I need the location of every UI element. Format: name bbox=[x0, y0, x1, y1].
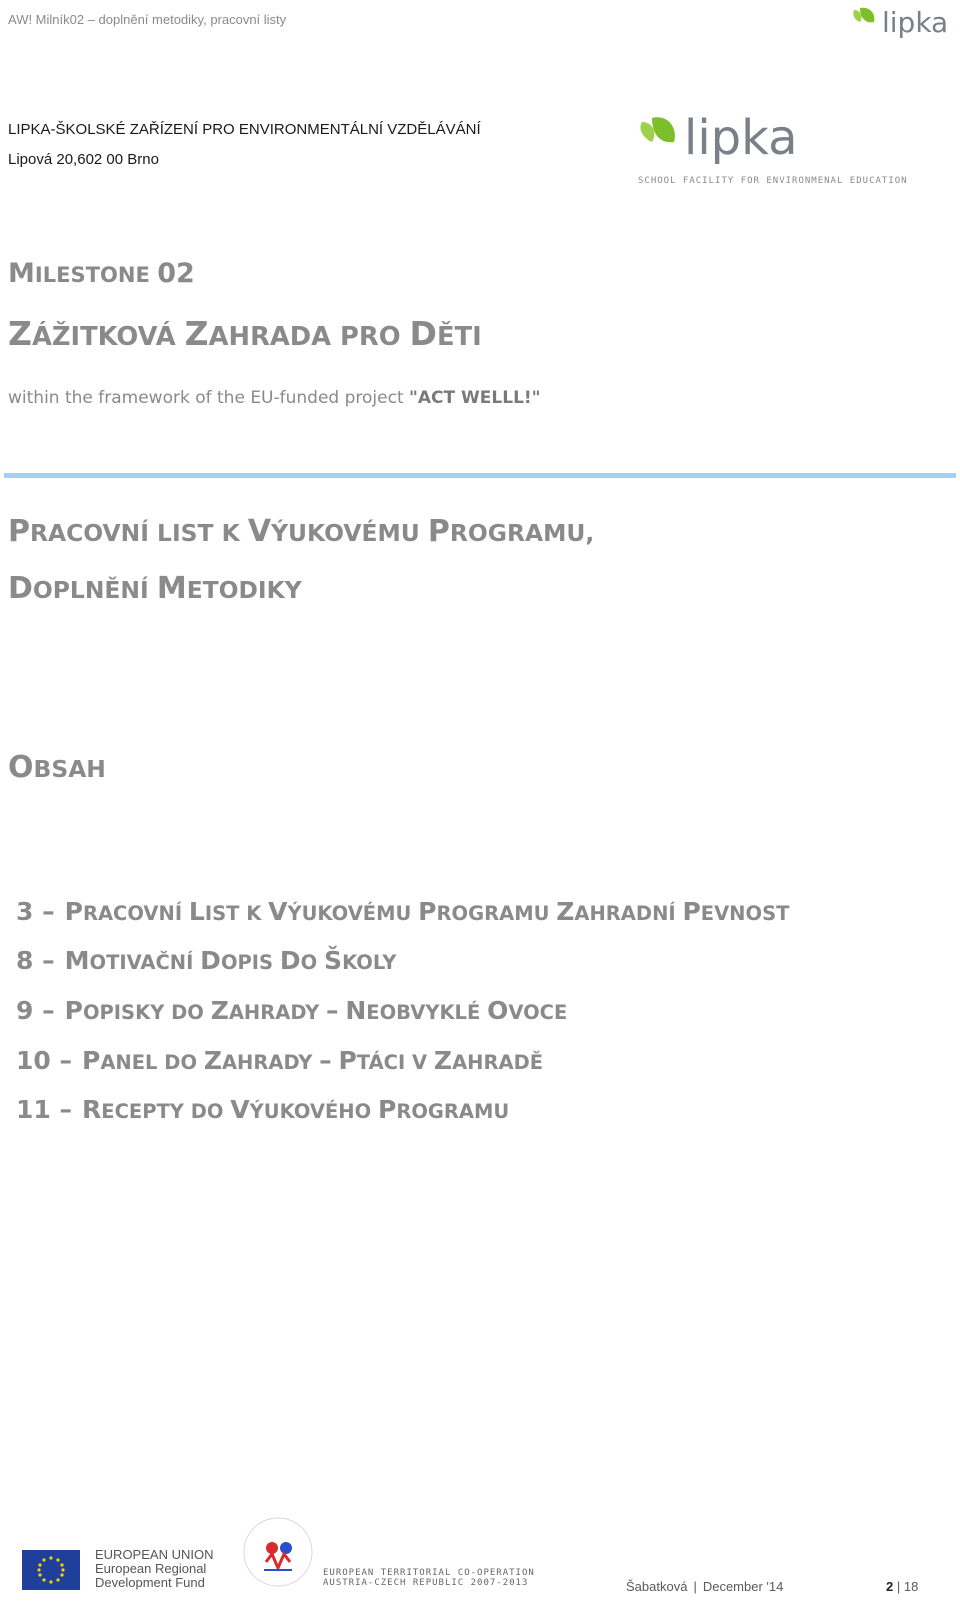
heading-smallcaps: ECEPTY DO bbox=[101, 1100, 231, 1123]
heading-capital: V bbox=[268, 897, 288, 926]
heading-capital: Z bbox=[556, 897, 575, 926]
heading-capital: Z bbox=[8, 314, 32, 353]
heading-smallcaps: ÝUKOVÉMU bbox=[271, 519, 428, 547]
heading-smallcaps: RACOVNÍ bbox=[82, 902, 189, 925]
heading-capital: R bbox=[82, 1095, 102, 1124]
cooperation-seal-logo bbox=[238, 1504, 318, 1596]
heading-capital: P bbox=[82, 1046, 101, 1075]
heading-capital: N bbox=[345, 996, 367, 1025]
worksheet-heading-line1 bbox=[8, 514, 594, 549]
heading-capital: Z bbox=[433, 1046, 453, 1075]
heading-smallcaps: EVNOST bbox=[700, 902, 790, 925]
heading-smallcaps: ETODIKY bbox=[186, 576, 302, 604]
toc-entry[interactable] bbox=[16, 946, 396, 975]
eu-line-3: Development Fund bbox=[95, 1575, 205, 1590]
organization-address: Lipová 20,602 00 Brno bbox=[8, 151, 159, 168]
heading-smallcaps: AHRADY bbox=[228, 1001, 327, 1024]
footer-date: December '14 bbox=[702, 1579, 784, 1594]
toc-title bbox=[82, 1046, 543, 1075]
page-number bbox=[886, 1579, 918, 1594]
eu-line-2: European Regional bbox=[95, 1561, 207, 1576]
heading-capital: O bbox=[8, 750, 34, 785]
heading-capital: M bbox=[64, 946, 90, 975]
heading-smallcaps: OTIVAČNÍ bbox=[89, 951, 201, 974]
heading-smallcaps: AHRADY bbox=[221, 1051, 320, 1074]
page-total: 18 bbox=[903, 1579, 919, 1594]
heading-smallcaps: OPIS bbox=[220, 951, 280, 974]
toc-entry[interactable] bbox=[16, 1046, 543, 1075]
toc-page-number: 8 – bbox=[16, 946, 55, 975]
toc-title bbox=[82, 1095, 509, 1124]
heading-smallcaps: EOBVYKLÉ bbox=[366, 1001, 488, 1024]
heading-capital: – bbox=[326, 996, 339, 1025]
heading-capital: Z bbox=[210, 996, 229, 1025]
project-name: "ACT WELLL!" bbox=[409, 388, 541, 408]
svg-text:lipka: lipka bbox=[882, 6, 948, 39]
heading-capital: D bbox=[8, 571, 33, 606]
heading-smallcaps: ROGRAMU, bbox=[449, 519, 595, 547]
heading-capital: P bbox=[338, 1046, 357, 1075]
lipka-logo-small bbox=[852, 2, 948, 42]
heading-smallcaps: IST K bbox=[204, 902, 269, 925]
footer-author-date bbox=[626, 1579, 783, 1594]
heading-smallcaps: ĚTI bbox=[436, 322, 482, 352]
heading-capital: Z bbox=[203, 1046, 222, 1075]
etc-line-2: AUSTRIA-CZECH REPUBLIC 2007-2013 bbox=[323, 1578, 529, 1588]
heading-smallcaps: OPLNĚNÍ bbox=[32, 576, 157, 604]
heading-smallcaps: O bbox=[300, 951, 325, 974]
heading-smallcaps: ÝUKOVÉHO bbox=[249, 1100, 378, 1123]
heading-smallcaps: VOCE bbox=[508, 1001, 568, 1024]
heading-capital: M bbox=[156, 571, 187, 606]
milestone-heading bbox=[8, 258, 195, 289]
heading-smallcaps: BSAH bbox=[33, 755, 106, 783]
heading-capital: P bbox=[427, 514, 450, 549]
organization-name: LIPKA-ŠKOLSKÉ ZAŘÍZENÍ PRO ENVIRONMENTÁLNÍ VZDĚLÁVÁNÍ bbox=[8, 121, 481, 138]
eu-flag-icon bbox=[22, 1550, 80, 1590]
lipka-logo-tagline: SCHOOL FACILITY FOR ENVIRONMENAL EDUCATION bbox=[638, 176, 908, 186]
framework-text: within the framework of the EU-funded project bbox=[8, 388, 410, 408]
heading-capital: V bbox=[247, 514, 272, 549]
document-header-title: AW! Milník02 – doplnění metodiky, pracovní listy bbox=[8, 12, 287, 27]
heading-capital: L bbox=[188, 897, 205, 926]
heading-smallcaps: ROGRAMU bbox=[436, 902, 557, 925]
heading-capital: Z bbox=[184, 314, 209, 353]
eu-line-1: EUROPEAN UNION bbox=[95, 1547, 214, 1562]
heading-smallcaps: AHRADA PRO bbox=[208, 322, 410, 352]
heading-capital: V bbox=[230, 1095, 250, 1124]
heading-capital: P bbox=[64, 897, 83, 926]
divider-rule bbox=[4, 473, 956, 478]
page-current: 2 bbox=[886, 1579, 894, 1594]
toc-page-number: 10 – bbox=[16, 1046, 72, 1075]
heading-capital: P bbox=[418, 897, 437, 926]
toc-entry[interactable] bbox=[16, 897, 789, 926]
heading-smallcaps: ROGRAMU bbox=[396, 1100, 510, 1123]
heading-smallcaps: ANEL DO bbox=[100, 1051, 204, 1074]
heading-smallcaps: OPISKY DO bbox=[82, 1001, 211, 1024]
framework-line bbox=[8, 388, 541, 408]
heading-capital: – bbox=[319, 1046, 332, 1075]
heading-capital: M bbox=[8, 258, 35, 289]
etc-program-label bbox=[323, 1568, 535, 1588]
heading-capital: P bbox=[377, 1095, 397, 1124]
heading-capital: D bbox=[409, 314, 437, 353]
eu-fund-label bbox=[95, 1548, 213, 1590]
page-separator: | bbox=[896, 1579, 904, 1594]
heading-smallcaps: ÁŽITKOVÁ bbox=[31, 322, 185, 352]
heading-smallcaps: TÁCI V bbox=[356, 1051, 434, 1074]
heading-smallcaps: AHRADNÍ bbox=[574, 902, 683, 925]
contents-heading bbox=[8, 750, 106, 785]
toc-entry[interactable] bbox=[16, 996, 567, 1025]
toc-entry[interactable] bbox=[16, 1095, 509, 1124]
heading-capital: D bbox=[279, 946, 301, 975]
toc-page-number: 11 – bbox=[16, 1095, 72, 1124]
toc-page-number: 3 – bbox=[16, 897, 55, 926]
etc-line-1: EUROPEAN TERRITORIAL CO-OPERATION bbox=[323, 1568, 535, 1578]
footer-separator: | bbox=[693, 1579, 697, 1594]
toc-title bbox=[65, 996, 568, 1025]
document-title bbox=[8, 314, 482, 353]
heading-capital: P bbox=[64, 996, 83, 1025]
svg-text:lipka: lipka bbox=[684, 110, 798, 166]
toc-page-number: 9 – bbox=[16, 996, 55, 1025]
heading-smallcaps: RACOVNÍ LIST K bbox=[30, 519, 248, 547]
heading-smallcaps: KOLY bbox=[342, 951, 397, 974]
heading-capital: 02 bbox=[157, 258, 195, 289]
toc-title bbox=[65, 946, 397, 975]
heading-capital: P bbox=[682, 897, 701, 926]
heading-capital: Š bbox=[324, 946, 343, 975]
heading-capital: O bbox=[487, 996, 509, 1025]
heading-capital: D bbox=[200, 946, 221, 975]
heading-smallcaps: AHRADĚ bbox=[452, 1051, 544, 1074]
heading-smallcaps: ÝUKOVÉMU bbox=[287, 902, 419, 925]
heading-capital: P bbox=[8, 514, 30, 549]
toc-title bbox=[65, 897, 790, 926]
heading-smallcaps: ILESTONE bbox=[34, 262, 158, 287]
worksheet-heading-line2 bbox=[8, 571, 302, 606]
footer-author: Šabatková bbox=[626, 1579, 688, 1594]
